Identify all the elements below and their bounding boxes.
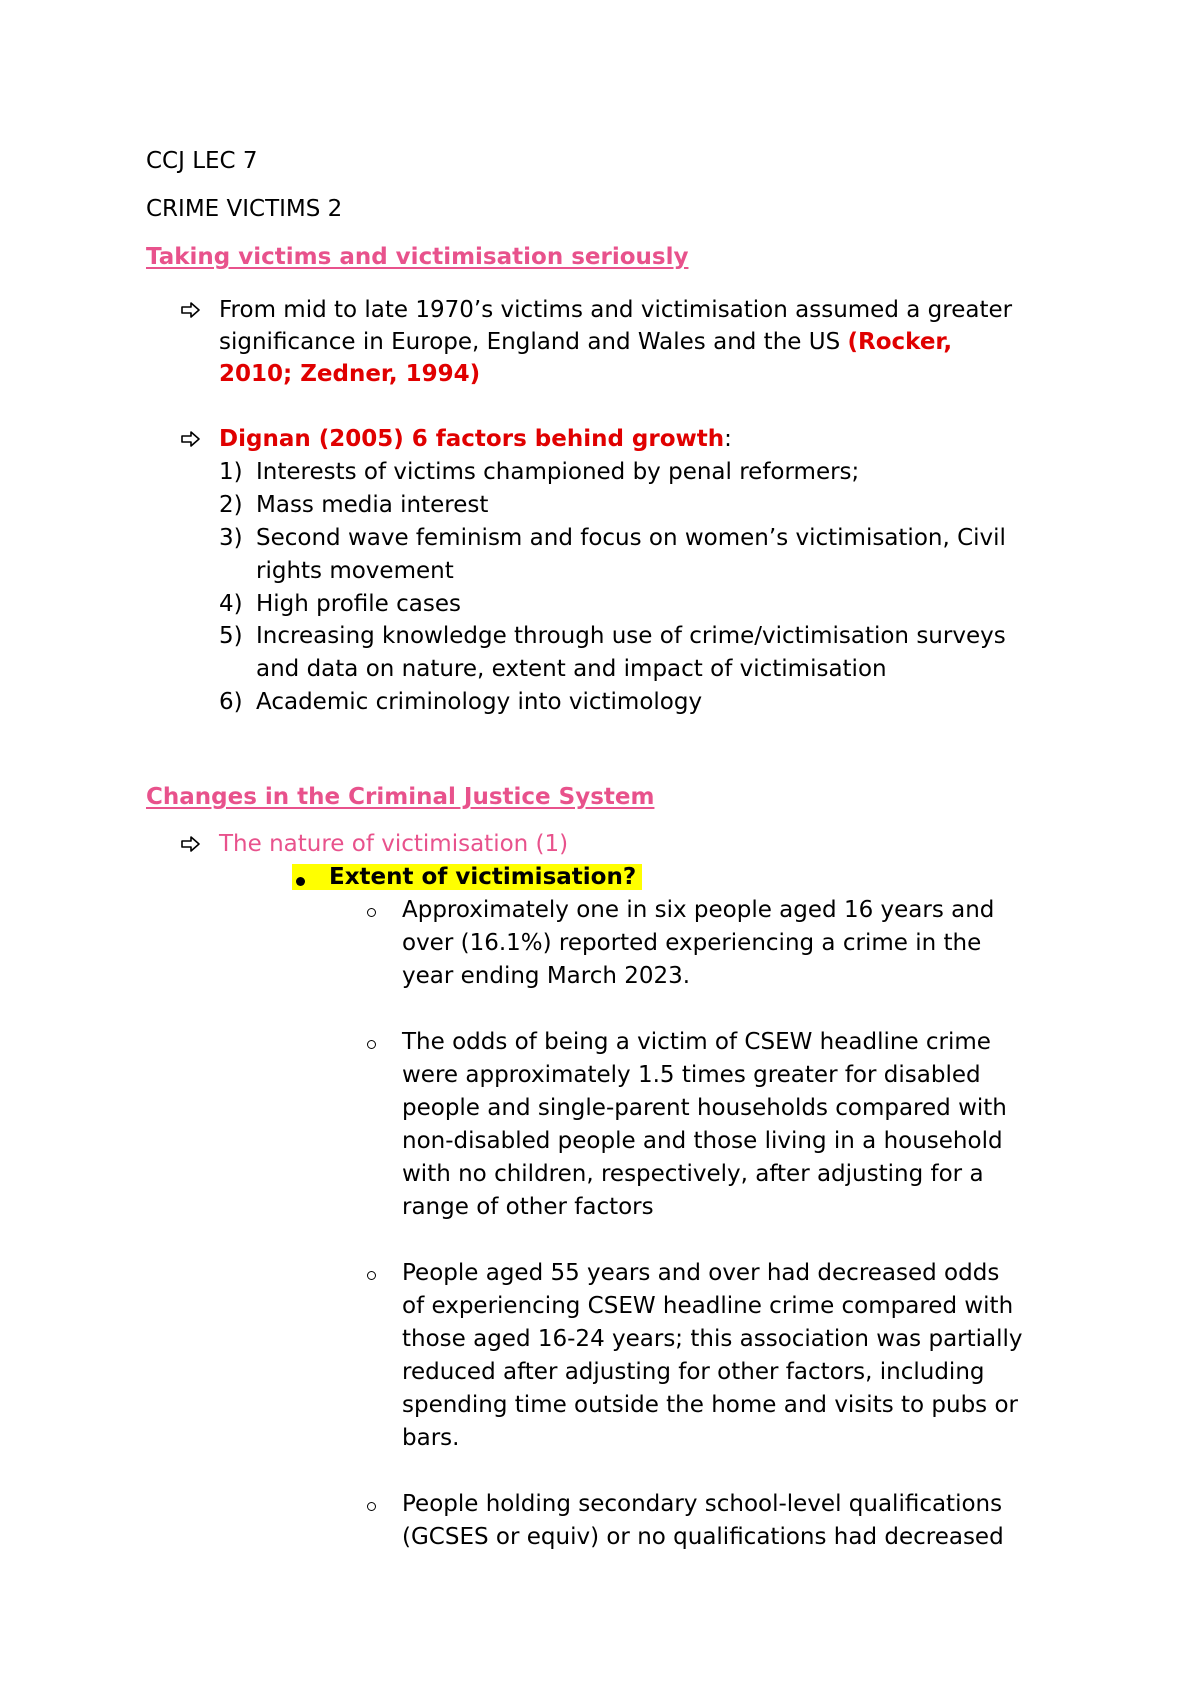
section-heading-changes-cjs: Changes in the Criminal Justice System <box>146 784 655 810</box>
factor-text: Interests of victims championed by penal reformers; <box>256 459 860 485</box>
hollow-right-arrow-icon <box>180 430 202 448</box>
hollow-circle-bullet-icon <box>367 908 376 917</box>
hollow-circle-bullet-icon <box>367 1502 376 1511</box>
dignan-lead: Dignan (2005) 6 factors behind growth <box>219 426 725 452</box>
point-line: over (16.1%) reported experiencing a crime in the <box>402 930 982 956</box>
point-line: spending time outside the home and visits to pubs or <box>402 1392 1019 1418</box>
hollow-right-arrow-icon <box>180 835 202 853</box>
item1-line1: From mid to late 1970’s victims and victimisation assumed a greater <box>219 297 1013 323</box>
nature-of-victimisation-subheading: The nature of victimisation (1) <box>219 831 569 857</box>
factor-number: 4) <box>219 591 243 617</box>
point-line: of experiencing CSEW headline crime compared with <box>402 1293 1014 1319</box>
extent-bullet-line <box>292 861 642 893</box>
item1-line2 <box>219 326 952 358</box>
extent-highlight <box>292 864 642 890</box>
factor-text: Second wave feminism and focus on women’s victimisation, Civil <box>256 525 1006 551</box>
point-line: People aged 55 years and over had decreased odds <box>402 1260 1000 1286</box>
dignan-colon: : <box>724 426 732 452</box>
factor-text: Increasing knowledge through use of crime/victimisation surveys <box>256 623 1006 649</box>
factor-text: and data on nature, extent and impact of victimisation <box>256 656 887 682</box>
factor-text: Academic criminology into victimology <box>256 689 703 715</box>
item1-citation-part1: (Rocker, <box>847 329 953 355</box>
factor-number: 6) <box>219 689 243 715</box>
point-line: with no children, respectively, after adjusting for a <box>402 1161 984 1187</box>
point-line: range of other factors <box>402 1194 654 1220</box>
factor-text: High profile cases <box>256 591 461 617</box>
point-line: (GCSES or equiv) or no qualifications had decreased <box>402 1524 1004 1550</box>
hollow-circle-bullet-icon <box>367 1271 376 1280</box>
point-line: reduced after adjusting for other factors, including <box>402 1359 985 1385</box>
point-line: non-disabled people and those living in a household <box>402 1128 1003 1154</box>
factor-number: 3) <box>219 525 243 551</box>
item2-line <box>219 423 732 455</box>
lecture-title: CRIME VICTIMS 2 <box>146 196 343 222</box>
point-line: People holding secondary school-level qualifications <box>402 1491 1003 1517</box>
factor-number: 2) <box>219 492 243 518</box>
hollow-right-arrow-icon <box>180 301 202 319</box>
item1-citation-part2: 2010; Zedner, 1994) <box>219 361 481 387</box>
point-line: year ending March 2023. <box>402 963 691 989</box>
point-line: The odds of being a victim of CSEW headline crime <box>402 1029 991 1055</box>
factor-text: Mass media interest <box>256 492 489 518</box>
point-line: were approximately 1.5 times greater for disabled <box>402 1062 981 1088</box>
factor-number: 1) <box>219 459 243 485</box>
extent-of-victimisation: Extent of victimisation? <box>329 864 637 890</box>
point-line: Approximately one in six people aged 16 years and <box>402 897 995 923</box>
course-title: CCJ LEC 7 <box>146 148 258 174</box>
hollow-circle-bullet-icon <box>367 1040 376 1049</box>
item1-line2-text: significance in Europe, England and Wales and the US <box>219 329 848 355</box>
point-line: bars. <box>402 1425 460 1451</box>
factor-text: rights movement <box>256 558 454 584</box>
point-line: people and single-parent households compared with <box>402 1095 1007 1121</box>
point-line: those aged 16-24 years; this association was partially <box>402 1326 1023 1352</box>
filled-circle-bullet-icon <box>296 877 305 886</box>
section-heading-taking-victims: Taking victims and victimisation seriously <box>146 244 689 270</box>
factor-number: 5) <box>219 623 243 649</box>
